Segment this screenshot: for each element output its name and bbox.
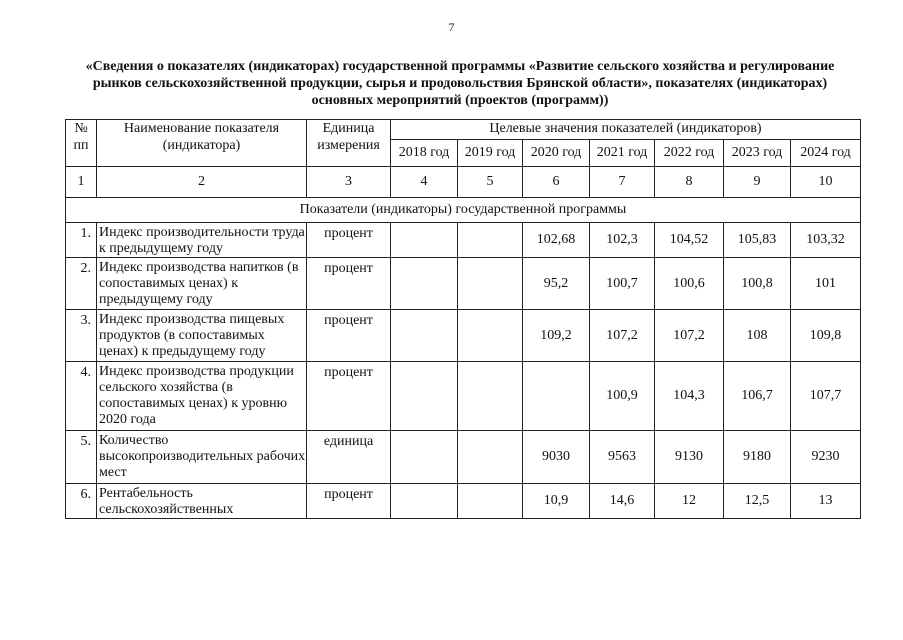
column-number: 2 bbox=[97, 167, 307, 198]
row-number: 2. bbox=[66, 258, 97, 310]
header-year: 2024 год bbox=[791, 140, 861, 167]
header-year: 2019 год bbox=[458, 140, 523, 167]
value-cell: 101 bbox=[791, 258, 861, 310]
value-cell bbox=[458, 362, 523, 431]
value-cell bbox=[391, 362, 458, 431]
indicator-name: Индекс производства напитков (в сопоставимых ценах) к предыдущему году bbox=[97, 258, 307, 310]
value-cell: 109,8 bbox=[791, 310, 861, 362]
value-cell: 12,5 bbox=[724, 484, 791, 519]
value-cell bbox=[458, 223, 523, 258]
value-cell bbox=[391, 484, 458, 519]
document-title bbox=[80, 58, 840, 109]
value-cell: 106,7 bbox=[724, 362, 791, 431]
value-cell: 107,7 bbox=[791, 362, 861, 431]
header-name-line2: (индикатора) bbox=[162, 138, 241, 153]
column-number: 3 bbox=[307, 167, 391, 198]
value-cell: 108 bbox=[724, 310, 791, 362]
value-cell: 9030 bbox=[523, 431, 590, 484]
column-number: 9 bbox=[724, 167, 791, 198]
value-cell: 9130 bbox=[655, 431, 724, 484]
value-cell bbox=[391, 310, 458, 362]
header-year: 2018 год bbox=[391, 140, 458, 167]
value-cell: 100,7 bbox=[590, 258, 655, 310]
row-number: 6. bbox=[66, 484, 97, 519]
indicator-name: Количество высокопроизводительных рабочих мест bbox=[97, 431, 307, 484]
value-cell: 9180 bbox=[724, 431, 791, 484]
column-number: 6 bbox=[523, 167, 590, 198]
value-cell: 107,2 bbox=[590, 310, 655, 362]
unit-cell: единица bbox=[307, 431, 391, 484]
table-row bbox=[66, 310, 861, 362]
header-unit-line1: Единица bbox=[322, 121, 375, 136]
table-row bbox=[66, 223, 861, 258]
section-title: Показатели (индикаторы) государственной программы bbox=[66, 198, 861, 223]
value-cell bbox=[523, 362, 590, 431]
header-unit bbox=[307, 120, 391, 167]
value-cell: 9230 bbox=[791, 431, 861, 484]
table-row bbox=[66, 258, 861, 310]
indicator-name: Индекс производства продукции сельского хозяйства (в сопоставимых ценах) к уровню 2020 года bbox=[97, 362, 307, 431]
indicator-name: Индекс производства пищевых продуктов (в сопоставимых ценах) к предыдущему году bbox=[97, 310, 307, 362]
value-cell: 107,2 bbox=[655, 310, 724, 362]
value-cell: 100,6 bbox=[655, 258, 724, 310]
page-number: 7 bbox=[448, 20, 455, 34]
row-number: 1. bbox=[66, 223, 97, 258]
column-number: 7 bbox=[590, 167, 655, 198]
header-year: 2020 год bbox=[523, 140, 590, 167]
indicators-table bbox=[65, 119, 861, 519]
column-number: 5 bbox=[458, 167, 523, 198]
value-cell: 102,68 bbox=[523, 223, 590, 258]
value-cell: 109,2 bbox=[523, 310, 590, 362]
header-no-line2: пп bbox=[73, 138, 89, 153]
value-cell bbox=[458, 484, 523, 519]
column-number: 10 bbox=[791, 167, 861, 198]
unit-cell: процент bbox=[307, 310, 391, 362]
value-cell: 95,2 bbox=[523, 258, 590, 310]
value-cell bbox=[391, 258, 458, 310]
value-cell: 14,6 bbox=[590, 484, 655, 519]
value-cell: 102,3 bbox=[590, 223, 655, 258]
header-name-line1: Наименование показателя bbox=[123, 121, 280, 136]
header-name bbox=[97, 120, 307, 167]
column-number: 4 bbox=[391, 167, 458, 198]
unit-cell: процент bbox=[307, 362, 391, 431]
column-numbers-row bbox=[66, 167, 861, 198]
table-row bbox=[66, 362, 861, 431]
value-cell: 13 bbox=[791, 484, 861, 519]
value-cell: 105,83 bbox=[724, 223, 791, 258]
value-cell: 100,8 bbox=[724, 258, 791, 310]
header-no-line1: № bbox=[74, 121, 88, 136]
table-row bbox=[66, 431, 861, 484]
value-cell: 103,32 bbox=[791, 223, 861, 258]
indicator-name: Индекс производительности труда к предыдущему году bbox=[97, 223, 307, 258]
header-no bbox=[66, 120, 97, 167]
unit-cell: процент bbox=[307, 223, 391, 258]
header-unit-line2: измерения bbox=[317, 138, 380, 153]
title-line-1: «Сведения о показателях (индикаторах) государственной программы «Развитие сельского хозяйства и регулирование bbox=[85, 59, 835, 74]
value-cell bbox=[458, 431, 523, 484]
unit-cell: процент bbox=[307, 258, 391, 310]
value-cell: 104,52 bbox=[655, 223, 724, 258]
header-year: 2023 год bbox=[724, 140, 791, 167]
header-year: 2021 год bbox=[590, 140, 655, 167]
value-cell: 10,9 bbox=[523, 484, 590, 519]
value-cell bbox=[458, 310, 523, 362]
row-number: 5. bbox=[66, 431, 97, 484]
value-cell bbox=[391, 431, 458, 484]
value-cell: 12 bbox=[655, 484, 724, 519]
value-cell bbox=[458, 258, 523, 310]
value-cell: 9563 bbox=[590, 431, 655, 484]
value-cell bbox=[391, 223, 458, 258]
column-number: 8 bbox=[655, 167, 724, 198]
value-cell: 104,3 bbox=[655, 362, 724, 431]
header-year: 2022 год bbox=[655, 140, 724, 167]
unit-cell: процент bbox=[307, 484, 391, 519]
header-targets: Целевые значения показателей (индикаторов) bbox=[391, 120, 861, 140]
column-number: 1 bbox=[66, 167, 97, 198]
row-number: 3. bbox=[66, 310, 97, 362]
value-cell: 100,9 bbox=[590, 362, 655, 431]
title-line-3: основных мероприятий (проектов (программ)) bbox=[311, 93, 609, 108]
table-row bbox=[66, 484, 861, 519]
indicator-name: Рентабельность сельскохозяйственных bbox=[97, 484, 307, 519]
row-number: 4. bbox=[66, 362, 97, 431]
title-line-2: рынков сельскохозяйственной продукции, сырья и продовольствия Брянской области», показателях (индикаторах) bbox=[92, 76, 828, 91]
section-row bbox=[66, 198, 861, 223]
